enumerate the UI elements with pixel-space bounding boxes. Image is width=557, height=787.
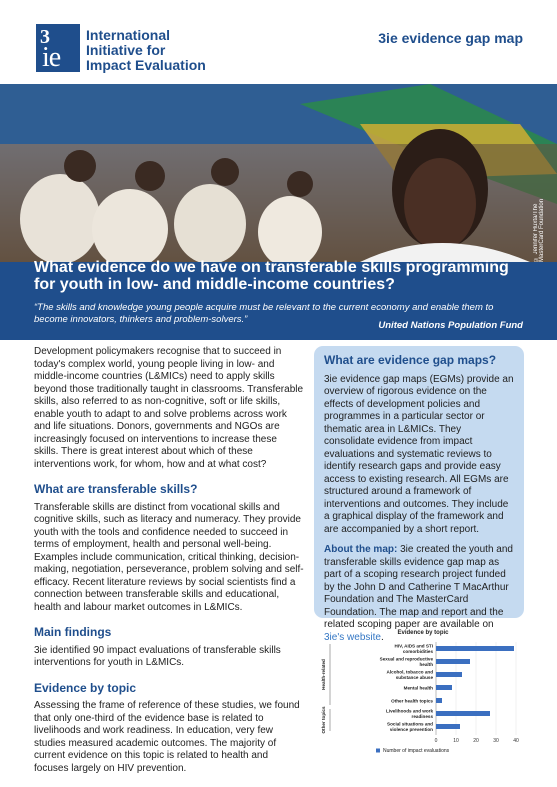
org-line-1: International bbox=[86, 27, 171, 43]
x-tick-label-4: 40 bbox=[513, 738, 519, 744]
org-line-2: Initiative for bbox=[86, 42, 166, 58]
bar-5 bbox=[436, 711, 490, 716]
group-label-0: Health-related bbox=[321, 659, 326, 690]
topic-paragraph: Assessing the frame of reference of these studies, we found that only one-third of the evidence base is related to livelihoods and work readiness. In education, very few studies measured academic outcomes. The majority of current evidence on this topic is related to health and focuses largely on HIV prevention. bbox=[34, 700, 300, 774]
title-banner bbox=[0, 259, 557, 340]
quote-text: “The skills and knowledge young people acquire must be relevant to the current economy and enable them to become innovators, thinkers and problem-solvers.” bbox=[34, 302, 494, 325]
cover-photo bbox=[0, 84, 557, 262]
intro-paragraph: Development policymakers recognise that to succeed in today's complex world, young people living in low- and middle-income countries (L&MICs) need to apply skills beyond those traditionally taught in classrooms. Transferable skills, also referred to as non-cognitive, soft or life skills, enable youth to adapt to and solve problems across work and life situations. Donors, governments and NGOs are increasingly focused on interventions to increase these skills. There is great interest about which of these interventions work, for whom, how and at what cost? bbox=[34, 346, 304, 470]
category-label-1: Sexual and reproductive health bbox=[379, 656, 433, 667]
bar-0 bbox=[436, 646, 514, 651]
x-tick-label-0: 0 bbox=[434, 738, 438, 744]
category-label-4: Other health topics bbox=[391, 698, 433, 704]
header bbox=[0, 0, 557, 84]
bar-3 bbox=[436, 685, 452, 690]
category-label-2: Alcohol, tobacco and substance abuse bbox=[386, 669, 433, 680]
logo-number: 3 bbox=[40, 26, 50, 48]
x-tick-label-1: 10 bbox=[453, 738, 459, 744]
chart-svg bbox=[316, 624, 531, 759]
heading-evidence-by-topic: Evidence by topic bbox=[34, 680, 137, 695]
bar-1 bbox=[436, 659, 470, 664]
sidebox-title: What are evidence gap maps? bbox=[324, 353, 497, 367]
3ie-logo[interactable] bbox=[36, 24, 80, 72]
legend-label: Number of impact evaluations bbox=[383, 748, 450, 754]
chart-title: Evidence by topic bbox=[397, 630, 449, 636]
heading-main-findings: Main findings bbox=[34, 625, 112, 639]
findings-paragraph: 3ie identified 90 impact evaluations of transferable skills interventions for youth in L&MICs. bbox=[34, 644, 281, 668]
website-link[interactable]: 3ie's website bbox=[324, 631, 381, 643]
about-map-label: About the map: bbox=[324, 544, 398, 555]
heading-transferable-skills: What are transferable skills? bbox=[34, 482, 198, 496]
group-label-1: Other topics bbox=[321, 706, 326, 734]
legend-swatch bbox=[376, 749, 380, 753]
category-label-0: HIV, AIDS and STI comorbidities bbox=[394, 643, 433, 654]
about-map-end: . bbox=[380, 631, 384, 643]
left-column bbox=[34, 346, 304, 775]
logo-letters: ie bbox=[42, 42, 61, 73]
x-tick-label-3: 30 bbox=[493, 738, 499, 744]
category-label-3: Mental health bbox=[403, 685, 433, 691]
bar-4 bbox=[436, 698, 442, 703]
transferable-paragraph: Transferable skills are distinct from vocational skills and cognitive skills, such as literacy and numeracy. They provide youth with the tools and confidence needed to succeed in terms of employment, health and personal well-being. Examples include communication, critical thinking, decision-making, negotiation, perseverance, problem solving and self-efficacy. Recent literature reviews by social scientists find a connection between transferable skills and educational, health and labour market outcomes in L&MICs. bbox=[34, 501, 304, 613]
about-map-text: 3ie created the youth and transferable skills evidence gap map as part of a scoping research project funded by the John D and Catherine T MacArthur Foundation and The MasterCard Foundation. The map and report and the related scoping paper are available on bbox=[324, 544, 513, 630]
organization-name bbox=[86, 28, 206, 73]
quote-source: United Nations Population Fund bbox=[378, 320, 523, 331]
document-type: 3ie evidence gap map bbox=[378, 30, 523, 46]
sidebox-paragraph-1: 3ie evidence gap maps (EGMs) provide an overview of rigorous evidence on the effects of development policies and programmes in a particular sector or thematic area in L&MICs. They consolidate evidence from impact evaluations and systematic reviews to identify research gaps and provide easy access to existing research. All EGMs are structured around a framework of interventions and outcomes. They include a graphical display of the framework and are accompanied by a short report. bbox=[324, 373, 514, 535]
bar-2 bbox=[436, 672, 462, 677]
main-title: What evidence do we have on transferable skills programming for youth in low- and middle-income countries? bbox=[34, 259, 509, 293]
bar-6 bbox=[436, 724, 460, 729]
org-line-3: Impact Evaluation bbox=[86, 57, 206, 73]
photo-credit: © Jennifer Huxta/The MasterCard Foundation bbox=[533, 198, 545, 262]
evidence-by-topic-chart bbox=[316, 624, 531, 759]
x-tick-label-2: 20 bbox=[473, 738, 479, 744]
category-label-5: Livelihoods and work readiness bbox=[386, 708, 433, 719]
category-label-6: Social situations and violence prevention bbox=[387, 721, 433, 732]
